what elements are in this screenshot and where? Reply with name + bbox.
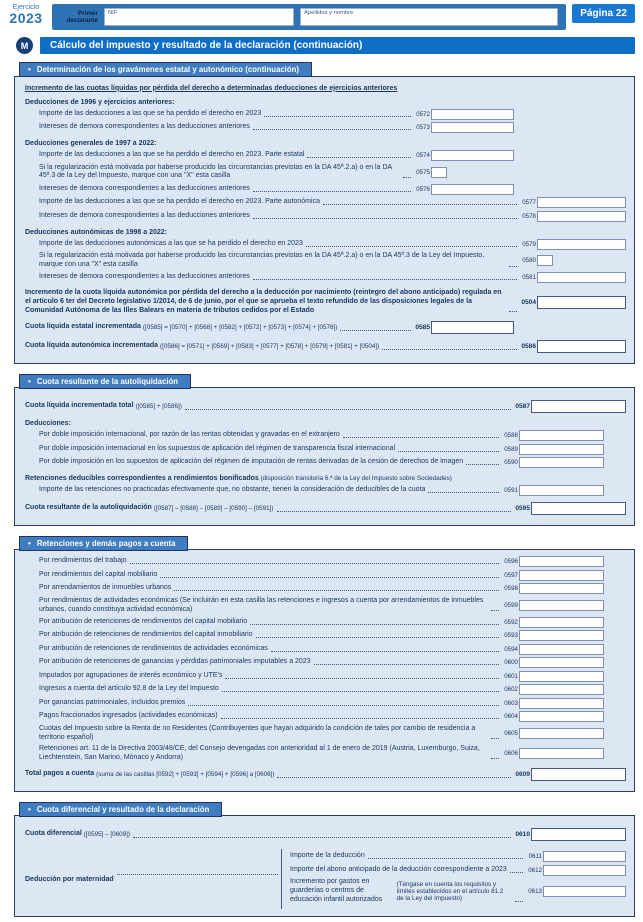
dotted-leader	[256, 637, 499, 638]
row-label: Por rendimientos de actividades económicas (Se incluirán en esta casilla las retenciones e ingresos a cuenta por arrendamientos de inmuebles urbanos, cuando constituya actividad económica)	[39, 596, 484, 613]
casilla-0599-input[interactable]	[519, 600, 604, 611]
casilla-number: 0581	[522, 274, 536, 281]
row-note: ([0585] + [0586])	[135, 403, 182, 411]
row-label: Incremento de la cuota líquida autonómica por pérdida del derecho a la deducción por nacimiento (reintegro del abono anticipado) regulada en el artículo 6 ter del Decreto legislativo 1/2014, de 6 de junio, por el que se aprueba el texto refundido de las disposiciones legales de la Comunidad Autónoma de las Illes Balears en materia de tributos cedidos por el Estado	[25, 289, 502, 314]
subheading-note: (disposición transitoria 6.ª de la Ley del Impuesto sobre Sociedades)	[258, 475, 452, 483]
casilla-0594-input[interactable]	[519, 644, 604, 655]
casilla-0578-input[interactable]	[537, 211, 626, 222]
casilla-0602	[502, 684, 626, 695]
form-row	[25, 828, 626, 841]
casilla-number: 0575	[416, 168, 430, 176]
casilla-0579-input[interactable]	[537, 239, 626, 250]
row-label: Importe de las deducciones a las que se ha perdido el derecho en 2023. Parte autonómica	[39, 198, 320, 206]
dotted-leader	[264, 116, 411, 117]
row-label: Intereses de demora correspondientes a las deducciones anteriores	[39, 273, 250, 281]
casilla-0590-input[interactable]	[519, 457, 604, 468]
bullet-icon: •	[28, 804, 31, 814]
section-m-badge: M	[16, 37, 33, 54]
form-row	[290, 878, 626, 904]
panel-gravamenes-header	[19, 62, 312, 77]
casilla-number: 0601	[504, 672, 518, 680]
casilla-number: 0577	[522, 199, 536, 206]
casilla-0592-input[interactable]	[519, 617, 604, 628]
bullet-icon: •	[28, 65, 31, 74]
dotted-leader	[398, 451, 499, 452]
dotted-leader	[221, 718, 499, 719]
row-label: Por ganancias patrimoniales, incluidos premios	[39, 698, 186, 706]
casilla-number: 0612	[528, 866, 542, 874]
row-note: ([0586] = [0571] + [0569] + [0583] + [0577] + [0578] + [0579] + [0581] + [0504])	[160, 343, 380, 351]
dotted-leader	[130, 563, 499, 564]
casilla-0609-input[interactable]	[531, 768, 626, 781]
dotted-leader	[253, 129, 411, 130]
row-label: Cuotas del Impuesto sobre la Renta de no Residentes (Contribuyentes que hayan adquirido la condición de tales por cambio de residencia a territorio español)	[39, 724, 476, 741]
casilla-0611	[526, 851, 626, 862]
casilla-0575	[414, 167, 626, 178]
declarant-label: Primer declarante	[66, 9, 98, 24]
casilla-0609	[514, 768, 626, 781]
casilla-0586	[520, 340, 626, 353]
casilla-number: 0573	[416, 124, 430, 131]
row-label: Ingresos a cuenta del artículo 92.8 de la Ley del Impuesto	[39, 685, 219, 693]
panel-gravamenes-body	[14, 76, 635, 364]
casilla-0572-input[interactable]	[431, 109, 514, 120]
casilla-0586-input[interactable]	[537, 340, 626, 353]
form-row	[25, 485, 626, 496]
casilla-0587-input[interactable]	[531, 400, 626, 413]
casilla-0602-input[interactable]	[519, 684, 604, 695]
casilla-0581-input[interactable]	[537, 272, 626, 283]
casilla-number: 0594	[504, 645, 518, 653]
casilla-0599	[502, 600, 626, 611]
section-m-header	[16, 37, 635, 54]
row-label: Pagos fraccionados ingresados (actividades económicas)	[39, 712, 218, 720]
form-row	[290, 865, 626, 876]
dotted-leader	[174, 590, 499, 591]
form-row	[25, 430, 626, 441]
panel-cuota-diferencial	[14, 802, 635, 917]
dotted-leader	[222, 691, 499, 692]
form-row	[25, 725, 626, 743]
casilla-0606	[502, 748, 626, 759]
form-row	[25, 211, 626, 222]
page-header	[0, 0, 643, 30]
panel-autoliquidacion-body	[14, 387, 635, 526]
casilla-0610-input[interactable]	[531, 828, 626, 841]
maternity-subrows	[281, 849, 626, 909]
dotted-leader	[491, 610, 499, 611]
dotted-leader	[323, 204, 517, 205]
subheading-label: Incremento de las cuotas líquidas por pérdida del derecho a determinadas deducciones de ejercicios anteriores	[25, 84, 398, 92]
section-subheading	[25, 99, 626, 106]
casilla-0574-input[interactable]	[431, 150, 514, 161]
row-label: Cuota diferencial	[25, 830, 82, 838]
declarant-band	[52, 4, 566, 30]
name-field-label: Apellidos y nombre	[304, 10, 354, 16]
panel-cuota-diferencial-header	[19, 802, 222, 817]
form-row	[25, 400, 626, 413]
casilla-number: 0597	[504, 571, 518, 579]
dotted-leader	[271, 651, 499, 652]
row-label: Importe de las deducciones autonómicas a las que se ha perdido el derecho en 2023	[39, 239, 303, 247]
casilla-number: 0613	[528, 887, 542, 895]
form-row	[25, 768, 626, 781]
casilla-0589	[502, 444, 626, 455]
row-label: Por doble imposición internacional en los supuestos de aplicación del régimen de transparencia fiscal internacional	[39, 444, 396, 452]
casilla-0577-input[interactable]	[537, 197, 626, 208]
panel-title: Cuota resultante de la autoliquidación	[36, 376, 179, 386]
casilla-0605-input[interactable]	[519, 728, 604, 739]
casilla-number: 0596	[504, 558, 518, 566]
casilla-0595-input[interactable]	[531, 502, 626, 515]
form-row	[25, 502, 626, 515]
casilla-0604	[502, 711, 626, 722]
bullet-icon: •	[28, 376, 31, 386]
row-note: ([0585] = [0570] + [0568] + [0582] + [0572] + [0573] + [0574] + [0576])	[142, 324, 338, 332]
row-note: ([0595] – [0609])	[83, 831, 131, 839]
casilla-number: 0504	[521, 298, 536, 306]
casilla-number: 0609	[515, 771, 530, 779]
form-row	[25, 597, 626, 615]
casilla-0592	[502, 617, 626, 628]
dotted-leader	[225, 678, 499, 679]
dotted-leader	[160, 577, 499, 578]
panel-title: Cuota diferencial y resultado de la declaración	[36, 804, 210, 814]
row-label: Importe del abono anticipado de la deducción correspondiente a 2023	[290, 865, 507, 873]
dotted-leader	[509, 311, 517, 312]
row-label: Por doble imposición internacional, por razón de las rentas obtenidas y gravadas en el extranjero	[39, 431, 340, 439]
casilla-0593	[502, 630, 626, 641]
ejercicio-year: 2023	[9, 10, 43, 26]
casilla-number: 0600	[504, 659, 518, 667]
form-row	[25, 239, 626, 250]
dotted-leader	[491, 758, 499, 759]
subheading-label: Deducciones de 1996 y ejercicios anteriores:	[25, 98, 175, 106]
dotted-leader	[133, 837, 511, 838]
form-row	[25, 109, 626, 120]
casilla-number: 0586	[521, 343, 536, 351]
casilla-0597	[502, 570, 626, 581]
row-label: Cuota líquida incrementada total	[25, 402, 134, 410]
casilla-0604-input[interactable]	[519, 711, 604, 722]
row-label: Por atribución de retenciones de rendimientos de actividades económicas	[39, 644, 268, 652]
panel-cuota-diferencial-body	[14, 815, 635, 917]
dotted-leader	[515, 901, 523, 902]
form-row	[25, 150, 626, 161]
casilla-number: 0591	[504, 487, 518, 495]
dotted-leader	[340, 330, 411, 331]
dotted-leader	[403, 177, 411, 178]
casilla-0603-input[interactable]	[519, 698, 604, 709]
casilla-0587	[514, 400, 626, 413]
casilla-number: 0580	[522, 257, 536, 265]
panel-title: Retenciones y demás pagos a cuenta	[36, 538, 176, 548]
casilla-number: 0576	[416, 185, 430, 193]
form-row	[290, 851, 626, 862]
dotted-leader	[466, 464, 499, 465]
form-row	[25, 164, 626, 182]
row-label: Intereses de demora correspondientes a las deducciones anteriores	[39, 184, 250, 192]
section-subheading	[25, 420, 626, 427]
dotted-leader	[117, 874, 278, 875]
row-label: Cuota resultante de la autoliquidación	[25, 504, 152, 512]
ejercicio-label: Ejercicio	[12, 4, 40, 11]
casilla-0594	[502, 644, 626, 655]
casilla-0578	[520, 211, 626, 222]
casilla-0572	[414, 109, 626, 120]
casilla-number: 0590	[504, 459, 518, 467]
casilla-0597-input[interactable]	[519, 570, 604, 581]
row-note: (Téngase en cuenta los requisitos y límites establecidos en el artículo 81.2 de la Ley del Impuesto)	[396, 880, 504, 902]
dotted-leader	[314, 664, 499, 665]
row-note: ([0587] – [0588] – [0589] – [0590] – [0591])	[153, 505, 274, 513]
casilla-number: 0579	[522, 240, 536, 248]
row-label: Por arrendamientos de inmuebles urbanos	[39, 584, 172, 592]
panel-autoliquidacion	[14, 374, 635, 526]
row-label: Por atribución de retenciones de rendimientos del capital inmobiliario	[39, 631, 253, 639]
form-row	[25, 272, 626, 283]
casilla-0596-input[interactable]	[519, 556, 604, 567]
casilla-0606-input[interactable]	[519, 748, 604, 759]
maternity-label-row	[25, 849, 281, 909]
casilla-number: 0595	[515, 505, 530, 513]
form-row	[25, 252, 626, 270]
form-row	[25, 657, 626, 668]
dotted-leader	[185, 409, 511, 410]
casilla-number: 0588	[504, 432, 518, 440]
dotted-leader	[253, 279, 517, 280]
section-subheading	[25, 140, 626, 147]
casilla-number: 0604	[504, 713, 518, 721]
casilla-0591	[502, 485, 626, 496]
form-row	[25, 340, 626, 353]
casilla-0600-input[interactable]	[519, 657, 604, 668]
casilla-number: 0593	[504, 632, 518, 640]
row-label: Imputados por agrupaciones de interés económico y UTE's	[39, 671, 223, 679]
casilla-0593-input[interactable]	[519, 630, 604, 641]
subheading-label: Deducciones autonómicas de 1998 a 2022:	[25, 228, 168, 236]
casilla-0605	[502, 728, 626, 739]
row-label: Cuota líquida estatal incrementada	[25, 323, 141, 331]
casilla-0573	[414, 122, 626, 133]
casilla-0601-input[interactable]	[519, 671, 604, 682]
form-row	[25, 197, 626, 208]
casilla-0573-input[interactable]	[431, 122, 514, 133]
dotted-leader	[188, 705, 499, 706]
form-row	[25, 444, 626, 455]
subheading-label: Retenciones deducibles correspondientes a rendimientos bonificados	[25, 475, 259, 483]
casilla-0588-input[interactable]	[519, 430, 604, 441]
casilla-number: 0589	[504, 445, 518, 453]
row-label: Total pagos a cuenta	[25, 770, 95, 778]
casilla-0589-input[interactable]	[519, 444, 604, 455]
form-row	[25, 617, 626, 628]
maternity-group	[25, 849, 626, 909]
row-label: Incremento por gastos en guarderías o centros de educación infantil autorizados	[290, 878, 383, 903]
dotted-leader	[343, 437, 499, 438]
form-row	[25, 630, 626, 641]
casilla-number: 0572	[416, 110, 430, 118]
dotted-leader	[382, 349, 517, 350]
casilla-number: 0592	[504, 618, 518, 626]
casilla-number: 0599	[504, 602, 518, 609]
casilla-number: 0602	[504, 686, 518, 694]
casilla-number: 0574	[416, 152, 430, 159]
form-row	[25, 583, 626, 594]
row-label: Si la regularización está motivada por haberse producido las circunstancias previstas en la DA 45ª.2.a) o en la DA 45ª.3 de la Ley del Impuesto, marque con una "X" esta casilla	[39, 163, 392, 180]
casilla-0612	[526, 865, 626, 876]
panel-retenciones-body	[14, 549, 635, 792]
row-note: (suma de las casillas [0592] + [0593] + [0594] + [0596] a [0606])	[96, 771, 275, 779]
casilla-0596	[502, 556, 626, 567]
casilla-0612-input[interactable]	[543, 865, 626, 876]
row-label: Intereses de demora correspondientes a las deducciones anteriores	[39, 211, 250, 219]
dotted-leader	[253, 218, 517, 219]
casilla-number: 0603	[504, 699, 518, 707]
form-row	[25, 184, 626, 195]
form-row	[25, 644, 626, 655]
casilla-number: 0605	[504, 730, 518, 737]
casilla-0603	[502, 698, 626, 709]
form-row	[25, 698, 626, 709]
casilla-number: 0606	[504, 750, 518, 757]
casilla-0576	[414, 184, 626, 195]
form-row	[25, 570, 626, 581]
casilla-0575-checkbox[interactable]	[431, 167, 447, 178]
form-row	[25, 321, 626, 334]
dotted-leader	[250, 624, 499, 625]
casilla-0504	[520, 296, 626, 309]
row-label: Importe de las deducciones a las que se ha perdido el derecho en 2023	[39, 109, 262, 117]
row-label: Por doble imposición en los supuestos de aplicación del régimen de imputación de rentas derivadas de la cesión de derechos de imagen	[39, 458, 464, 466]
form-row	[25, 556, 626, 567]
panel-retenciones-header	[19, 536, 188, 551]
row-label: Por rendimientos del trabajo	[39, 557, 127, 565]
casilla-number: 0585	[415, 324, 430, 332]
dotted-leader	[509, 266, 517, 267]
nif-field[interactable]	[104, 8, 294, 26]
casilla-number: 0578	[522, 212, 536, 220]
casilla-0585	[414, 321, 626, 334]
nif-field-label: NIF	[108, 10, 118, 16]
dotted-leader	[428, 492, 499, 493]
dotted-leader	[510, 872, 523, 873]
panel-autoliquidacion-header	[19, 374, 191, 389]
row-label: Por rendimientos del capital mobiliario	[39, 570, 158, 578]
casilla-0576-input[interactable]	[431, 184, 514, 195]
row-label: Retenciones art. 11 de la Directiva 2003/48/CE, del Consejo devengadas con anterioridad al 1 de enero de 2019 (Austria, Luxemburgo, Suiza, Liechtenstein, San Marino, Mónaco y Andorra)	[39, 744, 480, 761]
maternity-label: Deducción por maternidad	[25, 875, 114, 883]
form-row	[25, 745, 626, 763]
casilla-0613-input[interactable]	[543, 886, 626, 897]
casilla-0601	[502, 671, 626, 682]
casilla-0579	[520, 239, 626, 250]
subheading-label: Deducciones:	[25, 420, 71, 428]
casilla-0610	[514, 828, 626, 841]
casilla-0590	[502, 457, 626, 468]
row-label: Intereses de demora correspondientes a las deducciones anteriores	[39, 123, 250, 131]
dotted-leader	[368, 858, 523, 859]
page-number-badge: Página 22	[572, 4, 635, 23]
panel-gravamenes	[14, 62, 635, 364]
casilla-0504-input[interactable]	[537, 296, 626, 309]
row-label: Importe de las deducciones a las que se ha perdido el derecho en 2023. Parte estatal	[39, 151, 305, 159]
casilla-0595	[514, 502, 626, 515]
dotted-leader	[277, 777, 511, 778]
row-label: Si la regularización está motivada por haberse producido las circunstancias previstas en la DA 45ª.2.a) o en la DA 45ª.3 de la Ley del Impuesto, marque con una "X" esta casilla	[39, 252, 485, 268]
casilla-0580	[520, 255, 626, 266]
ejercicio-block	[6, 4, 46, 25]
casilla-0580-checkbox[interactable]	[537, 255, 553, 266]
form-row	[25, 457, 626, 468]
section-subheading	[25, 229, 626, 236]
casilla-0611-input[interactable]	[543, 851, 626, 862]
row-label: Por atribución de retenciones de rendimientos del capital mobiliario	[39, 617, 248, 625]
form-row	[25, 122, 626, 133]
casilla-0577	[520, 197, 626, 208]
casilla-0598-input[interactable]	[519, 583, 604, 594]
row-label: Cuota líquida autonómica incrementada	[25, 342, 159, 350]
casilla-number: 0598	[504, 585, 518, 593]
dotted-leader	[307, 157, 411, 158]
row-label: Importe de la deducción	[290, 852, 365, 860]
subheading-label: Deducciones generales de 1997 a 2022:	[25, 140, 157, 147]
casilla-0591-input[interactable]	[519, 485, 604, 496]
panel-title: Determinación de los gravámenes estatal y autonómico (continuación)	[36, 65, 299, 74]
casilla-0581	[520, 272, 626, 283]
row-label: Por atribución de retenciones de ganancias y pérdidas patrimoniales imputables a 2023	[39, 658, 311, 666]
panel-retenciones	[14, 536, 635, 792]
section-m-title: Cálculo del impuesto y resultado de la declaración (continuación)	[40, 37, 635, 54]
section-subheading	[25, 85, 626, 92]
casilla-0613	[526, 886, 626, 897]
dotted-leader	[306, 246, 517, 247]
dotted-leader	[491, 738, 499, 739]
casilla-number: 0587	[515, 403, 530, 411]
dotted-leader	[277, 511, 511, 512]
name-field[interactable]	[300, 8, 558, 26]
section-subheading	[25, 475, 626, 482]
form-row	[25, 671, 626, 682]
casilla-0574	[414, 150, 626, 161]
form-row	[25, 289, 626, 315]
bullet-icon: •	[28, 538, 31, 548]
dotted-leader	[253, 191, 411, 192]
form-row	[25, 684, 626, 695]
form-row	[25, 711, 626, 722]
casilla-0585-input[interactable]	[431, 321, 514, 334]
casilla-0598	[502, 583, 626, 594]
casilla-number: 0610	[515, 831, 530, 839]
casilla-0588	[502, 430, 626, 441]
row-label: Importe de las retenciones no practicadas efectivamente que, no obstante, tienen la consideración de deducibles de la cuota	[39, 486, 426, 494]
casilla-0600	[502, 657, 626, 668]
casilla-number: 0611	[528, 853, 542, 861]
